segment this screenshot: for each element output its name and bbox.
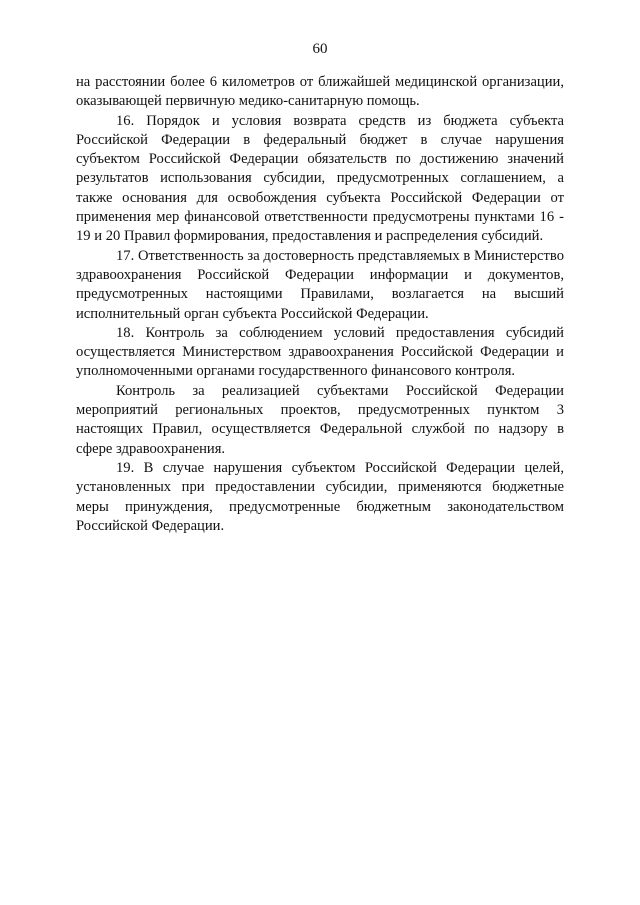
page-number: 60 <box>312 41 328 57</box>
document-body <box>76 73 564 536</box>
paragraph-item-19: 19. В случае нарушения субъектом Российской Федерации целей, установленных при предоставлении субсидии, применяются бюджетные меры принуждения, предусмотренные бюджетным законодательством Российской Федерации. <box>76 459 564 534</box>
paragraph-control: Контроль за реализацией субъектами Российской Федерации мероприятий региональных проектов, предусмотренных пунктом 3 настоящих Правил, осуществляется Федеральной службой по надзору в сфере здравоохранения. <box>76 382 564 457</box>
paragraph-item-17: 17. Ответственность за достоверность представляемых в Министерство здравоохранения Российской Федерации информации и документов, предусмотренных настоящими Правилами, возлагается на высший исполнительный орган субъекта Российской Федерации. <box>76 247 564 322</box>
paragraph-item-16: 16. Порядок и условия возврата средств из бюджета субъекта Российской Федерации в федеральный бюджет в случае нарушения субъектом Российской Федерации обязательств по достижению значений результатов использования субсидии, предусмотренных соглашением, а также основания для освобождения субъекта Российской Федерации от применения мер финансовой ответственности предусмотрены пунктами 16 - 19 и 20 Правил формирования, предоставления и распределения субсидий. <box>76 112 564 245</box>
paragraph-item-18: 18. Контроль за соблюдением условий предоставления субсидий осуществляется Министерством здравоохранения Российской Федерации и уполномоченными органами государственного финансового контроля. <box>76 324 564 380</box>
paragraph-continuation: на расстоянии более 6 километров от ближайшей медицинской организации, оказывающей первичную медико-санитарную помощь. <box>76 74 564 110</box>
